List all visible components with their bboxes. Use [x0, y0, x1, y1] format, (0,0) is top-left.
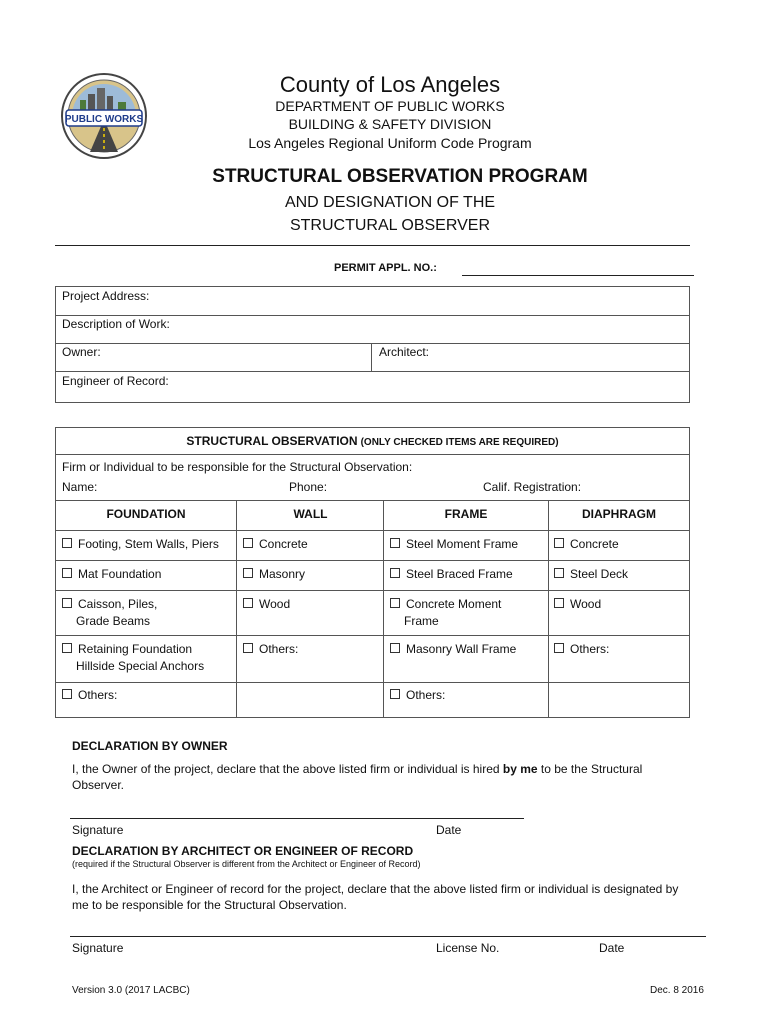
project-address-label: Project Address:	[62, 289, 150, 303]
column-wall: WALL	[293, 507, 328, 521]
owner-declaration-text: I, the Owner of the project, declare that the above listed firm or individual is hired by me to be the Structural Observer.	[72, 762, 643, 792]
permit-number-field[interactable]	[462, 275, 694, 276]
checkbox-steel-braced-frame[interactable]: Steel Braced Frame	[390, 566, 513, 583]
checkbox-wall-wood[interactable]: Wood	[243, 596, 290, 613]
column-frame: FRAME	[444, 507, 488, 521]
observation-heading: STRUCTURAL OBSERVATION (ONLY CHECKED ITEMS ARE REQUIRED)	[186, 434, 559, 448]
checkbox-retaining-foundation[interactable]: Retaining Foundation Hillside Special Anchors	[62, 641, 204, 675]
architect-declaration-text: I, the Architect or Engineer of record for the project, declare that the above listed firm or individual is designated by me to be responsible for the Structural Observation.	[72, 882, 679, 912]
owner-signature-label: Signature	[72, 823, 124, 837]
checkbox-diaphragm-others[interactable]: Others:	[554, 641, 609, 658]
checkbox-steel-deck[interactable]: Steel Deck	[554, 566, 628, 583]
division-name: BUILDING & SAFETY DIVISION	[288, 116, 492, 132]
description-of-work-label: Description of Work:	[62, 317, 170, 331]
county-name: County of Los Angeles	[279, 72, 501, 97]
checkbox-masonry[interactable]: Masonry	[243, 566, 305, 583]
checkbox-wall-others[interactable]: Others:	[243, 641, 298, 658]
checkbox-diaphragm-wood[interactable]: Wood	[554, 596, 601, 613]
owner-label: Owner:	[62, 345, 101, 359]
license-number-label: License No.	[436, 941, 500, 955]
name-label: Name:	[62, 480, 98, 494]
program-name: Los Angeles Regional Uniform Code Program	[248, 135, 532, 151]
public-works-logo	[60, 72, 148, 160]
checkbox-caisson[interactable]: Caisson, Piles, Grade Beams	[62, 596, 157, 630]
footer-date: Dec. 8 2016	[650, 985, 704, 996]
checkbox-frame-others[interactable]: Others:	[390, 687, 445, 704]
registration-label: Calif. Registration:	[483, 480, 582, 494]
department-name: DEPARTMENT OF PUBLIC WORKS	[275, 98, 505, 114]
checkbox-wall-concrete[interactable]: Concrete	[243, 536, 308, 553]
phone-label: Phone:	[289, 480, 328, 494]
logo-text: PUBLIC WORKS	[64, 114, 144, 125]
checkbox-footing[interactable]: Footing, Stem Walls, Piers	[62, 536, 219, 553]
checkbox-foundation-others[interactable]: Others:	[62, 687, 117, 704]
checkbox-concrete-moment-frame[interactable]: Concrete Moment Frame	[390, 596, 501, 630]
checkbox-masonry-wall-frame[interactable]: Masonry Wall Frame	[390, 641, 516, 658]
column-foundation: FOUNDATION	[106, 507, 186, 521]
owner-date-label: Date	[436, 823, 462, 837]
responsible-party-label: Firm or Individual to be responsible for the Structural Observation:	[62, 460, 413, 474]
architect-signature-line[interactable]	[70, 936, 706, 937]
version-label: Version 3.0 (2017 LACBC)	[72, 985, 190, 996]
project-info-box	[55, 286, 690, 403]
form-title: STRUCTURAL OBSERVATION PROGRAM	[212, 166, 588, 187]
checkbox-steel-moment-frame[interactable]: Steel Moment Frame	[390, 536, 518, 553]
header-divider	[55, 245, 690, 246]
checkbox-diaphragm-concrete[interactable]: Concrete	[554, 536, 619, 553]
column-diaphragm: DIAPHRAGM	[582, 507, 656, 521]
owner-signature-line[interactable]	[70, 818, 524, 819]
owner-declaration-heading: DECLARATION BY OWNER	[72, 739, 228, 753]
architect-label: Architect:	[379, 345, 430, 359]
architect-declaration-heading: DECLARATION BY ARCHITECT OR ENGINEER OF RECORD	[72, 844, 414, 858]
architect-date-label: Date	[599, 941, 625, 955]
architect-declaration-note: (required if the Structural Observer is different from the Architect or Engineer of Record)	[72, 859, 421, 869]
architect-signature-label: Signature	[72, 941, 124, 955]
engineer-of-record-label: Engineer of Record:	[62, 374, 169, 388]
form-subtitle-line1: AND DESIGNATION OF THE	[284, 194, 496, 211]
checkbox-mat-foundation[interactable]: Mat Foundation	[62, 566, 161, 583]
structural-observation-table	[55, 427, 690, 718]
permit-label: PERMIT APPL. NO.:	[334, 262, 437, 274]
form-subtitle-line2: STRUCTURAL OBSERVER	[289, 217, 491, 234]
